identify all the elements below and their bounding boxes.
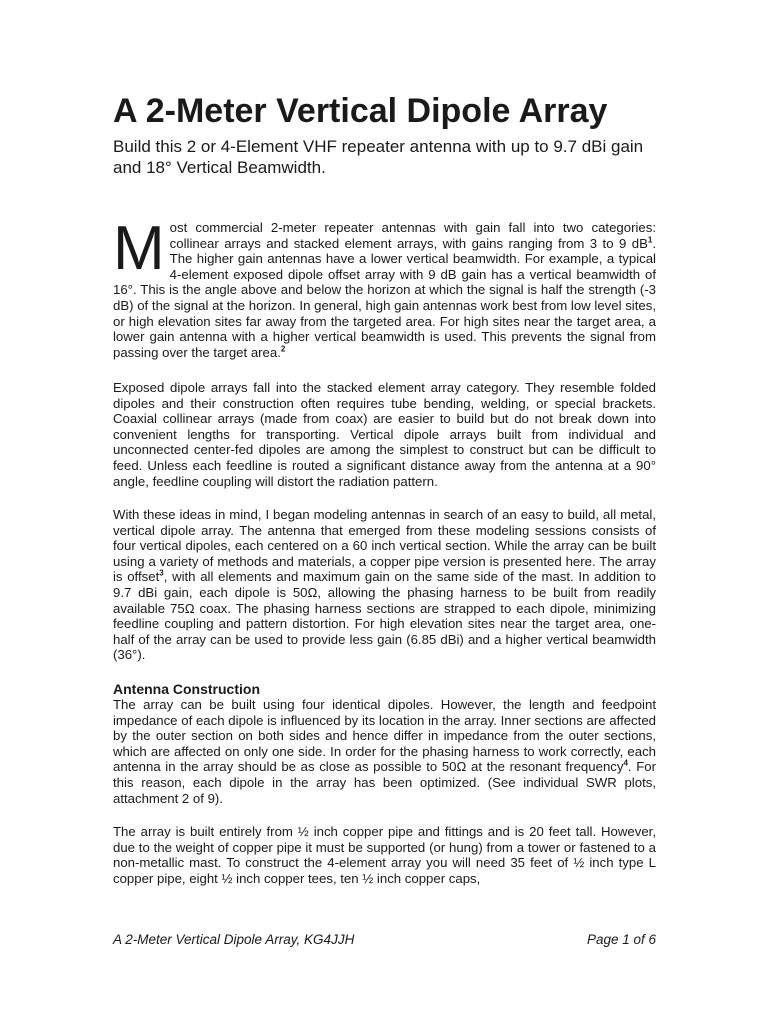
paragraph-construction-text-a: The array can be built using four identical dipoles. However, the length and feedpoint impedance of each dipole is influenced by its location in the array. Inner sections are affected by the outer section on both sides and hence differ in impedance from the outer sections, which are affected on only one side. In order for the phasing harness to work correctly, each antenna in the array should be as close as possible to 50Ω at the resonant frequency <box>113 697 656 775</box>
section-heading-construction: Antenna Construction <box>113 681 260 697</box>
paragraph-modeling-text-a: With these ideas in mind, I began modeling antennas in search of an easy to build, all metal, vertical dipole array. The antenna that emerged from these modeling sessions consists of four vertical dipoles, each centered on a 60 inch vertical section. While the array can be built using a variety of methods and materials, a copper pipe version is presented here. The array is offset <box>113 507 656 585</box>
paragraph-modeling-text-b: , with all elements and maximum gain on the same side of the mast. In addition to 9.7 dBi gain, each dipole is 50Ω, allowing the phasing harness to be built from readily available 75Ω coax. The phasing harness sections are strapped to each dipole, minimizing feedline coupling and pattern distortion. For high elevation sites near the target area, one-half of the array can be used to provide less gain (6.85 dBi) and a higher vertical beamwidth (36°). <box>113 569 657 663</box>
footnote-ref-4: 4 <box>623 758 628 768</box>
paragraph-intro-text-a: ost commercial 2-meter repeater antennas with gain fall into two categories: collinear arrays and stacked element arrays, with gains ranging from 3 to 9 dB <box>169 220 656 251</box>
paragraph-intro-text-b: . The higher gain antennas have a lower vertical beamwidth. For example, a typical 4-element exposed dipole offset array with 9 dB gain has a vertical beamwidth of 16°. This is the angle above and below the horizon at which the signal is half the strength (-3 dB) of the signal at the horizon. In general, high gain antennas work best from low level sites, or high elevation sites far away from the targeted area. For high sites near the target area, a lower gain antenna with a higher vertical beamwidth is used. This prevents the signal from passing over the target area. <box>113 235 656 360</box>
footer-document-title: A 2-Meter Vertical Dipole Array, KG4JJH <box>113 932 355 947</box>
paragraph-materials: The array is built entirely from ½ inch copper pipe and fittings and is 20 feet tall. However, due to the weight of copper pipe it must be supported (or hung) from a tower or fastened to a non-metallic mast. To construct the 4-element array you will need 35 feet of ½ inch type L copper pipe, eight ½ inch copper tees, ten ½ inch copper caps, <box>113 824 656 886</box>
paragraph-modeling <box>113 507 656 663</box>
footnote-ref-2: 2 <box>280 344 286 354</box>
footnote-ref-3: 3 <box>159 568 164 578</box>
paragraph-intro <box>113 214 656 360</box>
paragraph-construction <box>113 697 656 806</box>
footnote-ref-1: 1 <box>647 235 653 245</box>
paragraph-construction-text-b: . For this reason, each dipole in the array has been optimized. (See individual SWR plots, attachment 2 of 9). <box>113 759 657 806</box>
page-footer <box>113 932 656 947</box>
footer-page-number: Page 1 of 6 <box>586 932 656 947</box>
drop-cap: M <box>113 214 165 283</box>
paragraph-exposed-dipole: Exposed dipole arrays fall into the stacked element array category. They resemble folded dipoles and their construction often requires tube bending, welding, or special brackets. Coaxial collinear arrays (made from coax) are easier to build but do not break down into convenient lengths for transporting. Vertical dipole arrays built from individual and unconnected center-fed dipoles are among the simplest to construct but can be difficult to feed. Unless each feedline is routed a significant distance away from the antenna at a 90° angle, feedline coupling will distort the radiation pattern. <box>113 380 656 489</box>
document-subtitle: Build this 2 or 4-Element VHF repeater antenna with up to 9.7 dBi gain and 18° Vertical Beamwidth. <box>113 137 644 177</box>
document-title: A 2-Meter Vertical Dipole Array <box>113 92 608 130</box>
